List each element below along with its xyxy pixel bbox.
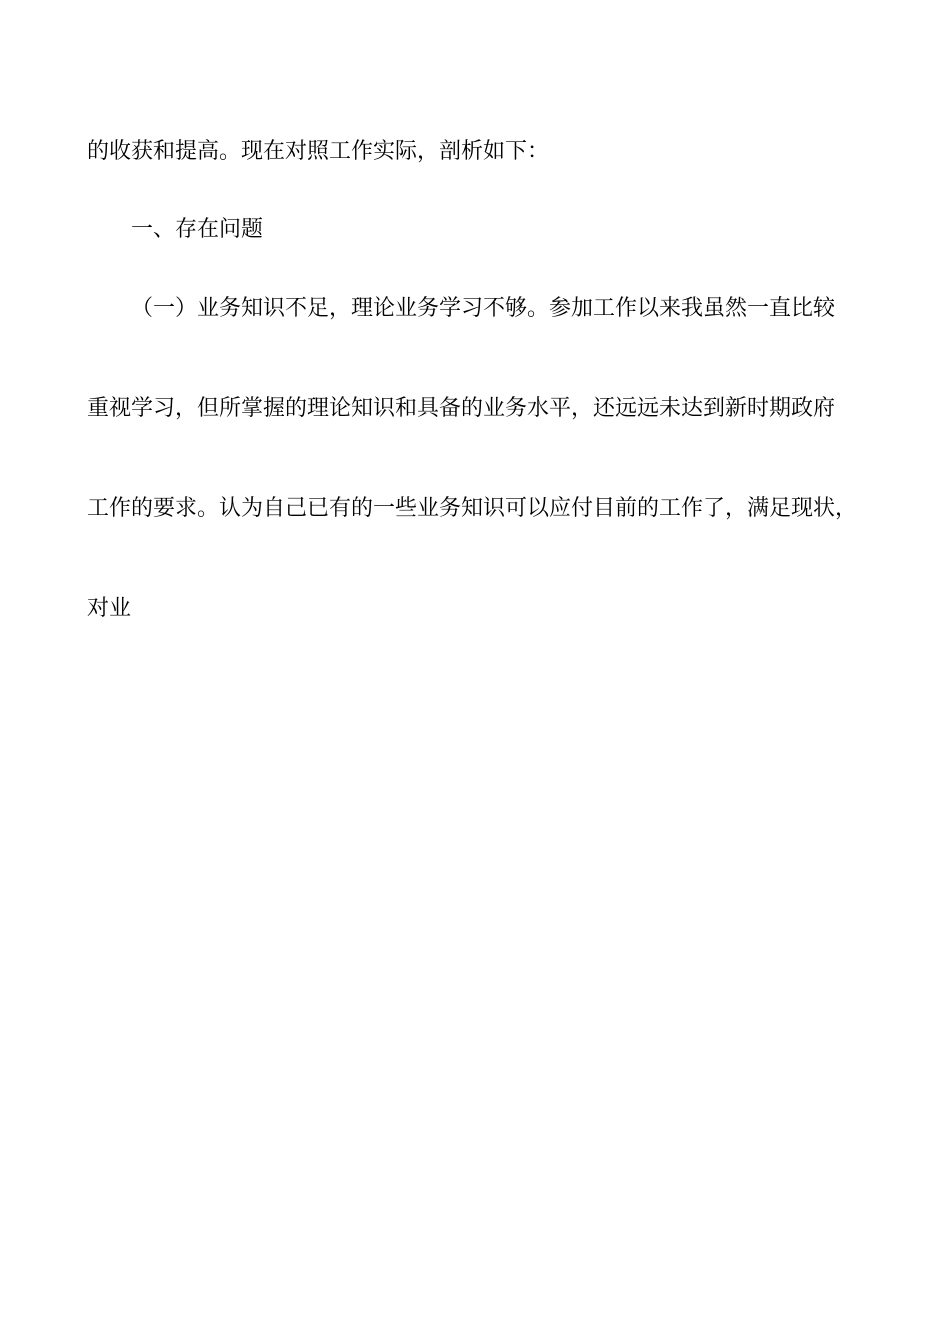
paragraph-line: 的收获和提高。现在对照工作实际，剖析如下： (87, 139, 550, 164)
paragraph-line: 工作的要求。认为自己已有的一些业务知识可以应付目前的工作了，满足现状， (87, 496, 858, 521)
subsection-heading-line: （一）业务知识不足，理论业务学习不够。参加工作以来我虽然一直比较 (131, 296, 836, 321)
paragraph-line: 重视学习，但所掌握的理论知识和具备的业务水平，还远远未达到新时期政府 (87, 396, 836, 421)
paragraph-line: 对业 (87, 596, 132, 621)
section-heading: 一、存在问题 (131, 217, 264, 242)
